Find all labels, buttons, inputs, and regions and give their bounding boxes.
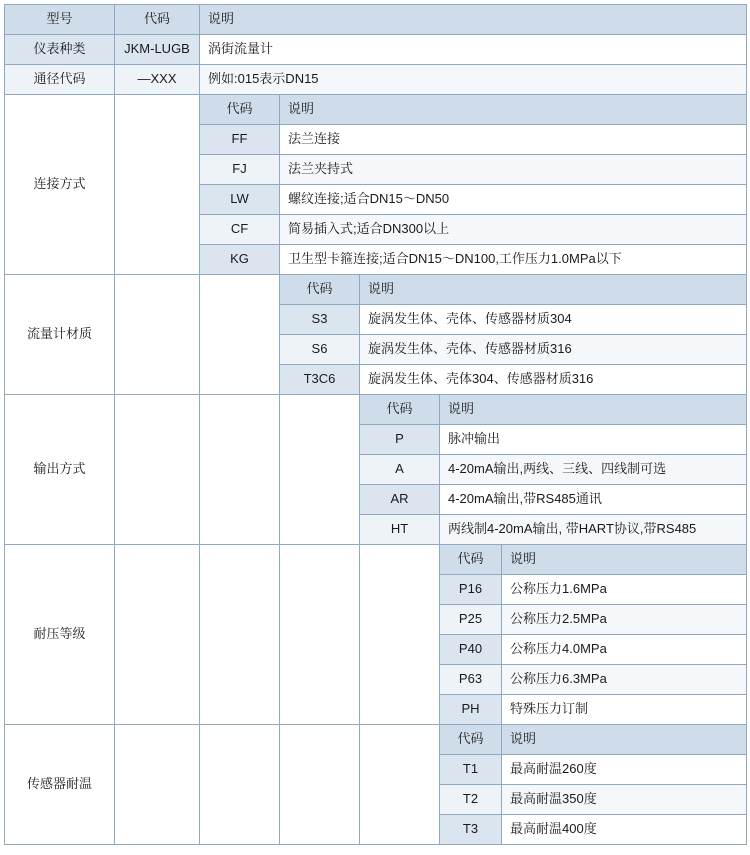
item-desc-ff: 法兰连接: [280, 125, 747, 155]
item-code-a: A: [360, 455, 440, 485]
item-desc-cf: 简易插入式;适合DN300以上: [280, 215, 747, 245]
section-label-connection-pad: [115, 95, 200, 275]
item-code-lw: LW: [200, 185, 280, 215]
section-label-material: 流量计材质: [5, 275, 115, 395]
item-desc-t3: 最高耐温400度: [502, 815, 747, 845]
section-subheader-output: [5, 395, 747, 425]
table-row: [5, 35, 747, 65]
item-desc-p25: 公称压力2.5MPa: [502, 605, 747, 635]
table-header-row: [5, 5, 747, 35]
subheader-desc-material: 说明: [360, 275, 747, 305]
item-desc-p63: 公称压力6.3MPa: [502, 665, 747, 695]
subheader-code-connection: 代码: [200, 95, 280, 125]
subheader-code-material: 代码: [280, 275, 360, 305]
item-desc-p40: 公称压力4.0MPa: [502, 635, 747, 665]
item-code-fj: FJ: [200, 155, 280, 185]
item-desc-t1: 最高耐温260度: [502, 755, 747, 785]
section-subheader-pressure: [5, 545, 747, 575]
item-desc-ar: 4-20mA输出,带RS485通讯: [440, 485, 747, 515]
section-label-temperature-pad3: [280, 725, 360, 845]
item-code-s3: S3: [280, 305, 360, 335]
item-desc-ph: 特殊压力订制: [502, 695, 747, 725]
item-desc-fj: 法兰夹持式: [280, 155, 747, 185]
section-subheader-temperature: [5, 725, 747, 755]
section-label-connection: 连接方式: [5, 95, 115, 275]
item-code-p25: P25: [440, 605, 502, 635]
section-label-output-pad1: [115, 395, 200, 545]
item-desc-lw: 螺纹连接;适合DN15～DN50: [280, 185, 747, 215]
row-code-instrument-type: JKM-LUGB: [115, 35, 200, 65]
subheader-desc-connection: 说明: [280, 95, 747, 125]
item-code-p40: P40: [440, 635, 502, 665]
section-subheader-material: [5, 275, 747, 305]
item-code-t3c6: T3C6: [280, 365, 360, 395]
section-label-temperature-pad2: [200, 725, 280, 845]
product-model-spec-table: [4, 4, 747, 845]
item-code-ph: PH: [440, 695, 502, 725]
section-label-pressure: 耐压等级: [5, 545, 115, 725]
section-label-temperature-pad4: [360, 725, 440, 845]
row-code-diameter-code: —XXX: [115, 65, 200, 95]
subheader-desc-output: 说明: [440, 395, 747, 425]
row-label-instrument-type: 仪表种类: [5, 35, 115, 65]
row-label-diameter-code: 通径代码: [5, 65, 115, 95]
row-desc-diameter-code: 例如:015表示DN15: [200, 65, 747, 95]
section-label-output: 输出方式: [5, 395, 115, 545]
item-code-p16: P16: [440, 575, 502, 605]
item-code-s6: S6: [280, 335, 360, 365]
section-label-pressure-pad4: [360, 545, 440, 725]
subheader-code-output: 代码: [360, 395, 440, 425]
item-code-kg: KG: [200, 245, 280, 275]
subheader-desc-pressure: 说明: [502, 545, 747, 575]
section-label-output-pad3: [280, 395, 360, 545]
item-desc-s3: 旋涡发生体、壳体、传感器材质304: [360, 305, 747, 335]
item-desc-t3c6: 旋涡发生体、壳体304、传感器材质316: [360, 365, 747, 395]
item-code-cf: CF: [200, 215, 280, 245]
subheader-code-pressure: 代码: [440, 545, 502, 575]
item-desc-a: 4-20mA输出,两线、三线、四线制可选: [440, 455, 747, 485]
item-code-p63: P63: [440, 665, 502, 695]
item-code-t3: T3: [440, 815, 502, 845]
section-label-material-pad1: [115, 275, 200, 395]
table-row: [5, 65, 747, 95]
item-code-ar: AR: [360, 485, 440, 515]
section-label-material-pad2: [200, 275, 280, 395]
section-label-output-pad2: [200, 395, 280, 545]
item-code-t2: T2: [440, 785, 502, 815]
item-desc-s6: 旋涡发生体、壳体、传感器材质316: [360, 335, 747, 365]
item-code-ff: FF: [200, 125, 280, 155]
section-subheader-connection: [5, 95, 747, 125]
item-desc-t2: 最高耐温350度: [502, 785, 747, 815]
section-label-temperature-pad1: [115, 725, 200, 845]
header-model: 型号: [5, 5, 115, 35]
row-desc-instrument-type: 涡街流量计: [200, 35, 747, 65]
item-code-p: P: [360, 425, 440, 455]
item-code-ht: HT: [360, 515, 440, 545]
item-code-t1: T1: [440, 755, 502, 785]
section-label-pressure-pad1: [115, 545, 200, 725]
section-label-pressure-pad2: [200, 545, 280, 725]
subheader-desc-temperature: 说明: [502, 725, 747, 755]
header-desc: 说明: [200, 5, 747, 35]
subheader-code-temperature: 代码: [440, 725, 502, 755]
item-desc-kg: 卫生型卡箍连接;适合DN15～DN100,工作压力1.0MPa以下: [280, 245, 747, 275]
item-desc-p16: 公称压力1.6MPa: [502, 575, 747, 605]
header-code: 代码: [115, 5, 200, 35]
item-desc-p: 脉冲输出: [440, 425, 747, 455]
section-label-pressure-pad3: [280, 545, 360, 725]
item-desc-ht: 两线制4-20mA输出, 带HART协议,带RS485: [440, 515, 747, 545]
section-label-temperature: 传感器耐温: [5, 725, 115, 845]
